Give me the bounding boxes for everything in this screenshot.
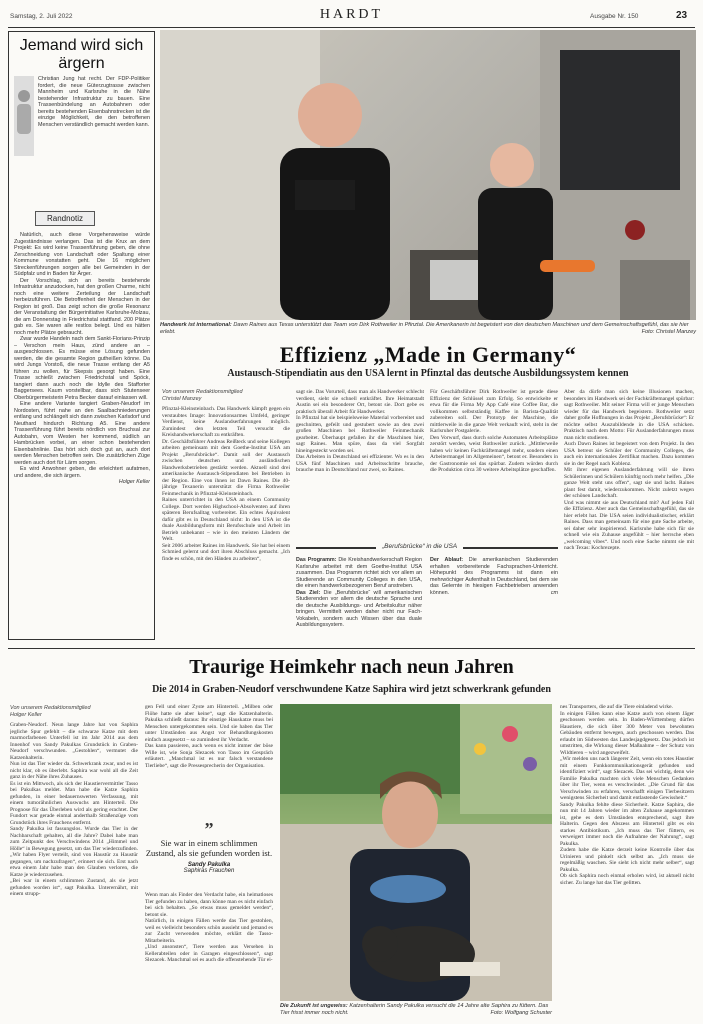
page-number: 23 (676, 10, 688, 21)
infobox-flow-label: Der Ablauf: (430, 557, 464, 563)
lead-byline-role: Von unserem Redaktionsmitglied (162, 389, 243, 395)
cat-caption-lead: Die Zukunft ist ungewiss: (280, 1003, 348, 1009)
infobox-flow-text: Die amerikanischen Studierenden erhalten vorbereitende Fachsprachen-Unterricht. Höhepunkt des Programms ist dann ein mehrwöchiger Aufenthalt in Deutschland, bei dem sie das Gelernte in hiesigen Fachbetrieben anwenden können. (430, 557, 558, 596)
article-divider (8, 648, 695, 649)
second-column-2: gen Fell und einer Zyste am Hinterteil. „Milben oder Flöhe hatte sie aber keine“, sagt die Katzenhalterin. Pakulka schließt daraus: Ihr einstige Hauskatze muss bei Menschen untergekommen sein. Und sie haben das Tier unter Umständen aus Angst vor Behandlungskosten einfach ausgesetzt – so zumindest ihr Verdacht. Das kann passieren, auch wenn es nicht immer der böse Wille ist, wie Sonja Slezacek von Tasso im Gespräch erläutert. „Manchmal ist es nur falsch verstandene Tierliebe“, sagt die Pressesprecherin der Organisation. (145, 704, 273, 769)
lead-headline: Effizienz „Made in Germany“ (279, 342, 577, 367)
second-column-4: nes Transporters, die auf die Tiere einladend wirke. In einigen Fällen kann eine Katze auch von einem Jäger geschossen werden sein. In Baden-Württemberg dürfen Haustiere, die sich über 300 Meter von bewohnten Gebäuden entfernt bewegen, auch geschossen werden. Das erlaubt im Südwesten das Landesjagdgesetz. Das jedoch ist umstritten, die Wirkung dieser Maßnahme – der Schutz von Wildtieren – wird angezweifelt. „Wir melden uns nach längerer Zeit, wenn ein totes Haustier mit einem Funkkommunikationsgerät gefunden und identifiziert wird“, sagt Slezacek. Das sei wichtig, denn wie Familie Pakulka machten sich viele Menschen Gedanken über ihr Tier, wenn es verschwindet. „Die Grund für das Verschwinden zu erfahren, verschafft einigen Tierbesitzern wenigstens Sicherheit und damit entlastende Gewissheit.“ Sandy Pakulka fehlte diese Sicherheit. Katze Saphira, die nun mit 14 Jahren wieder im alten Zuhause angekommen ist, gehe es dem Umständen entsprechend, sagt ihre Halterin. Gegen den Abszess am Hinterteil gibt es ein starkes Antibiotikum. „Ich muss das Tier füttern, es verweigert immer noch die Aufnahme der Nahrung“, sagt Pakulka. Zudem habe die Katze derzeit keine Kontrolle über das Urinieren und pinkelt sich selbst an. „Ich muss sie regelmäßig waschen. Sie sieht ich nicht mehr selber“, sagt Pakulka. Ob sich Saphira noch einmal erholen wird, ist aktuell nicht sicher. Zu lange hat das Tier gelitten. (560, 704, 694, 886)
cat-photo-credit: Foto: Wolfgang Schuster (490, 1010, 552, 1016)
lead-byline (162, 389, 243, 403)
lead-column-4: Aber da dürfe man sich keine Illusionen machen, besonders im Handwerk sei der Fachkräftemangel spürbar: sagt Rothweiler. Mit seiner Firma will er junge Menschen wieder für das Handwerk begeistern. Rothweiler setzt daher große Hoffnungen in das Projekt „Berufsbrücke“: Er möchte selbst Auszubildende in die USA schicken. Praktisch nach dem Motto: Für Auslanderfahrungen muss man nicht studieren. Auch Dawn Raines ist begeistert von dem Projekt. In den USA betreut sie Schüler der Community Colleges, die auch ein internationales Zertifikat machen. Dazu kommen sie in der Regel nach Koblenz. Mit ihrer eigenen Auslanderfahrung will sie ihren Schülerinnen und Schülern künftig noch mehr helfen. „Die ganze Welt steht uns offen“, sagt sie und lacht. Raines plant fest damit, wiederzukommen. Nicht zuletzt wegen der schönen Landschaft. Und was nimmt sie aus Deutschland mit? Auf jeden Fall die Effizienz. Aber auch das Gemeinschaftsgefühl, das sie hier erlebt hat. Die USA seien individualistischer, erklärt Raines. Dass man gemeinsam für eine gute Sache arbeite, sei daher sehr inspirierend. Karlsruhe habe sich für sie schnell wie ein Zuhause angefühlt – hier herrsche eben „welcoming vibes“. Und noch eine Sache nimmt sie mit nach Texas: Kochrezepte. (564, 389, 694, 551)
second-byline-name: Holger Keller (10, 712, 42, 718)
second-subhead: Die 2014 in Graben-Neudorf verschwundene Katze Saphira wird jetzt schwerkrank gefunden (152, 684, 551, 695)
infobox-title: „Berufsbrücke“ in die USA (376, 543, 463, 550)
commentary-intro: Christian Jung hat recht. Der FDP-Politiker fordert, die neue Güterzugtrasse zwischen Mannheim und Karlsruhe in die Nähe bestehender Infrastruktur zu bauen. Eine Trassenbündelung an Autobahnen oder bereits bestehenden Eisenbahnstrecken ist die einzige Möglichkeit, die den betroffenen Menschen verständlich gemacht werden kann. (38, 76, 150, 128)
infobox-goal-text: Die „Berufsbrücke“ will amerikanischen Studierenden vor allem die deutsche Sprache und die deutsche Ausbildungs- und Arbeitskultur näher bringen. Vermittelt werden daher nicht nur Fach-Vokabeln, sondern auch Wissen über das duale Ausbildungssystem. (296, 589, 422, 628)
second-byline-role: Von unserem Redaktionsmitglied (10, 705, 91, 711)
lead-column-3: Für Geschäftsführer Dirk Rothweiler ist gerade diese Effizienz der Schlüssel zum Erfolg. So entwickelte er etwa für die Firma My App Café eine Coffee Bar, die vollkommen selbstständig Kaffee in Barista-Qualität zubereiten soll. Der Prototyp der Maschine, die mittlerweile in die ganze Welt verkauft wird, steht in der Karlsruher Postgalerie. Den Vorwurf, dass durch solche Automaten Arbeitsplätze zerstört werden, weist Rothweiler zurück. „Mittlerweile haben wir keinen Fachkräftemangel mehr, sondern einen Arbeitermangel im Allgemeinen“, betont er. Besonders in der Gastronomie sei das spürbar. Zudem würden durch die Produktion circa 30 weitere Arbeitsplätze geschaffen. (430, 389, 558, 473)
masthead-rule (8, 27, 695, 28)
cat-photo (280, 704, 552, 1001)
cat-caption-text: Katzenhalterin Sandy Pakulka versucht die 14 Jahre alte Saphira zu füttern. Das Tier frisst immer noch nicht. (280, 1003, 549, 1016)
infobox-program-text: Die Kreishandwerkerschaft Region Karlsruhe arbeitet mit dem Goethe-Institut USA zusammen. Das Programm richtet sich vor allem an Studierende an Community Colleges in den USA, die einen handwerksbezogenen Beruf anstreben. (296, 557, 422, 589)
author-portrait-graphic (14, 76, 34, 156)
author-portrait (14, 76, 34, 156)
commentary-author: Holger Keller (118, 479, 150, 485)
lead-photo-graphic (160, 30, 696, 320)
lead-caption-lead: Handwerk ist international: (160, 322, 232, 328)
infobox-program-label: Das Programm: (296, 557, 337, 563)
pull-quote (145, 819, 273, 874)
section-title: HARDT (319, 7, 384, 22)
quote-mark-icon: ” (204, 819, 214, 839)
lead-caption-text: Dawn Raines aus Texas unterstützt das Team von Dirk Rothweiler in Pfinztal. Die Amerikanerin ist begeistert von den deutschen Maschinen und dem Gemeinschaftsgefühl, das sie hier erlebt. (160, 322, 689, 335)
commentary-paragraph: Es wird Anwohner geben, die erleichtert aufatmen, und andere, die sich ärgern. (14, 466, 150, 479)
commentary-headline: Jemand wird sich ärgern (19, 37, 144, 72)
second-byline (10, 705, 91, 719)
commentary-paragraph: Der Vorschlag, sich an bereits bestehende Infrastruktur anzudocken, hat den großen Charme, nicht noch eine weitere Zerteilung der Landschaft herbeizuführen. Die Betroffenheit der Menschen in der Region ist groß. Das zeigt schon die große Resonanz der Veranstaltung der Bürgerinitiative Karlsruhe-Molzau, die am Donnerstag in Friedrichstal stattfand. 200 Plätze gab es. Sie waren alle restlos belegt. Und es hätten noch mehr Plätze gebraucht. (14, 277, 150, 336)
second-column-1: Graben-Neudorf. Neun lange Jahre hat von Saphira jegliche Spur gefehlt – die schwarze Katze mit dem marmorfarbenen Unterfell ist im Jahr 2014 aus dem Innenhof von Sandy Pakulkas Grundstück in Graben-Neudorf verschwunden. „Gestohlen“, vermutet die Katzenhalterin. Nun ist das Tier wieder da. Schwerkrank zwar, und es ist nicht klar, ob es überlebt. Saphira war wohl all die Zeit ganz in der Nähe ihres Zuhauses. Es ist ein Mittwoch, als sich der Haustiervermittler Tasso bei Pakulkas meldet. Man habe die Katze Saphira gefunden, in einer bedauernswerten Verfassung, mit einem tumorähnlichen Auswuchs am Hinterteil. Die Prognose für das Überleben wird als gering erachtet. Der Fundort war gerade einmal anderthalb Straßenzüge vom Grundstück ihres Frauchens entfernt. Sandy Pakulka ist fassungslos. Wurde das Tier in der Nachbarschaft gehalten, all die Jahre? Dabei habe man zum Zeitpunkt des Verschwindens 2014 „Himmel und Hölle“ in Bewegung gesetzt, um das Tier wiederzufinden. „Wir haben Flyer verteilt, sind von Haustür zu Haustür gegangen, um nachzufragen“, erinnert sie sich. Erst nach etwa einem Jahr habe man den Glauben verloren, die Katze je wiederzusehen. „Bei war in einem schlimmen Zustand, als sie jetzt gefunden worden ist“, sagt Pakulka. Unterernährt, mit einem strupp- (10, 722, 138, 897)
commentary-intro-block (14, 76, 150, 180)
second-headline: Traurige Heimkehr nach neun Jahren (189, 656, 514, 678)
lead-column-2: sagt sie. Das Vorurteil, dass man als Handwerker schlecht verdient, sieht sie schnell entkräftet. Ihre Heimatstadt Austin sei ein besonderer Ort, betont sie. Dort gebe es praktisch überall Arbeit für Handwerker. In Pfinztal hat sie beispielsweise Material vorbereitet und geschnitten, gefeilt und gestubert sowie an den zwei großen Maschinen bei Rothweiler Feinmechanik gearbeitet. Überhaupt gefallen ihr die Maschinen hier, sagt Raines. Man spüre, dass da viel Sorgfalt hineingesteckt worden sei. Das Arbeiten in Deutschland sei effizienter. Wo es in den USA fünf Maschinen und Arbeitsschritte brauche, brauche man in Deutschland nur zwei, so Raines. (296, 389, 424, 473)
commentary-paragraph: Zwar wurde Handeln nach dem Sankt-Florians-Prinzip – Verschon mein Haus, zünd andere an – ausgeschlossen. Es müsse eine Lösung gefunden werden, die die gesamte Region gutheißen könne. Da wird Jungs Vorstoß, die neue Trasse entlang der A5 führen zu wollen, für Skepsis gesorgt haben. Eine Trasse schießt zwischen Friedrichstal und Spöck, tangiert dann auch noch die Idylle des Stafforter Baggersees. Kaum vorstellbar, dass sich Stutenseer Oberbürgermeisterin Petra Becker darauf einlassen will. (14, 336, 150, 401)
quote-role: Saphiras Frauchen (183, 868, 235, 874)
cat-photo-graphic (280, 704, 552, 1001)
commentary-paragraph: Eine andere Variante tangiert Graben-Neudorf im Nordosten, führt nahe an den Saalbachniederungen entlang und schlängelt sich dann zwischen Karlsdorf und Neuthard hindurch Richtung A5. Eine andere Trassenführung führt bereits nördlich von Bruchsal zur Autobahn, vom Westen her kommend, südlich an Hambrücken vorbei, an einer schon bestehenden Eisenbahnlinie. Das hört sich doch gut an, auch dort werden Menschen betroffen sein. Die zusätzlichen Züge werden auch dort für Lärm sorgen. (14, 401, 150, 466)
issue-number: Ausgabe Nr. 150 (590, 13, 639, 20)
infobox-col-1 (296, 557, 422, 642)
lead-photo-credit: Foto: Christel Manzey (641, 329, 696, 335)
lead-photo-caption (160, 322, 696, 336)
commentary-paragraph: Natürlich, auch diese Vorgehensweise würde Zugeständnisse verlangen. Das ist die Krux an dem Projekt: Es wird keine Trassenführung geben, die ohne Zerschneidung von Landschaft oder Spaltung einer Kommune vonstatten geht. Die 16 möglichen Streckenführungen sorgen alle bei Gemeinden in der Südpfalz und in Baden für Ärger. (14, 232, 150, 277)
second-column-2b: Wenn man als Finder den Verdacht habe, ein heimatloses Tier gefunden zu haben, dann könne man es nicht einfach bei sich behalten. „So etwas muss gemeldet werden“, betont sie. Natürlich, in einigen Fällen werde das Tier gestohlen, weil es vielleicht besonders schön aussieht und jemand es zur Zucht verwenden möchte, erklärt die Tasso-Mitarbeiterin. „Und ansonsten“, Tiere werden aus Versehen in Kellerabteilen oder in Garagen eingeschlossen“, sagt Slezacek. Manchmal sei es auch die offenstehende Tür ei- (145, 892, 273, 963)
infobox-author: cm (550, 589, 558, 596)
lead-byline-name: Christel Manzey (162, 396, 202, 402)
quote-name: Sandy Pakulka (187, 862, 231, 868)
commentary-body (14, 232, 150, 630)
infobox-col-2 (430, 557, 558, 642)
issue-date: Samstag, 2. Juli 2022 (10, 13, 73, 20)
randnotiz-label: Randnotiz (35, 211, 95, 226)
lead-subhead: Austausch-Stipendiatin aus den USA lernt in Pfinztal das deutsche Ausbildungssystem kennen (227, 368, 629, 379)
quote-text: Sie war in einem schlimmen Zustand, als sie gefunden worden ist. (145, 838, 273, 858)
lead-photo (160, 30, 696, 320)
infobox-goal-label: Das Ziel: (296, 589, 321, 596)
cat-photo-caption (280, 1003, 552, 1017)
infobox (296, 543, 558, 644)
lead-column-1: Pfinztal-Kleinsteinbach. Das Handwerk kämpft gegen ein verstaubtes Image: Innovationsarmes Umfeld, geringer Verdienst, keine Auslandserfahrungen möglich. Zumindest den letzten Teil versucht die Kreishandwerkerschaft zu entkräften. Dr. Geschäftsführer Andreas Reißteck und seine Kollegen arbeiten gemeinsam mit dem Goethe-Institut USA am Projekt „Berufsbrücke“. Damit soll der Austausch zwischen deutschen und ausländischen Handwerksbetrieben gestärkt werden. Aktuell sind drei amerikanische Austausch-Stipendiaten bei Betrieben in der Region. Eine von ihnen ist Dawn Raines. Die 40-jährige Texanerin unterstützt die Firma Rothweiler Feinmechanik in Pfinztal-Kleinsteinbach. Raines unterrichtet in den USA an einem Community College. Dort werden Highschool-Absolventen auf ihren späteren Berufsalltag vorbereitet. Ein echtes Äquivalent dafür gibt es in Deutschland nicht: In den USA ist die duale Ausbildungsform mit Berufsschule und Arbeit im Betrieb unbekannt – wie in den meisten Ländern der Welt. Seit 2006 arbeitet Raines im Handwerk. Sie hat bei einem Schmied gelernt und dort ihren Abschluss gemacht. „Ich finde es schön, mit den Händen zu arbeiten“, (162, 406, 290, 562)
